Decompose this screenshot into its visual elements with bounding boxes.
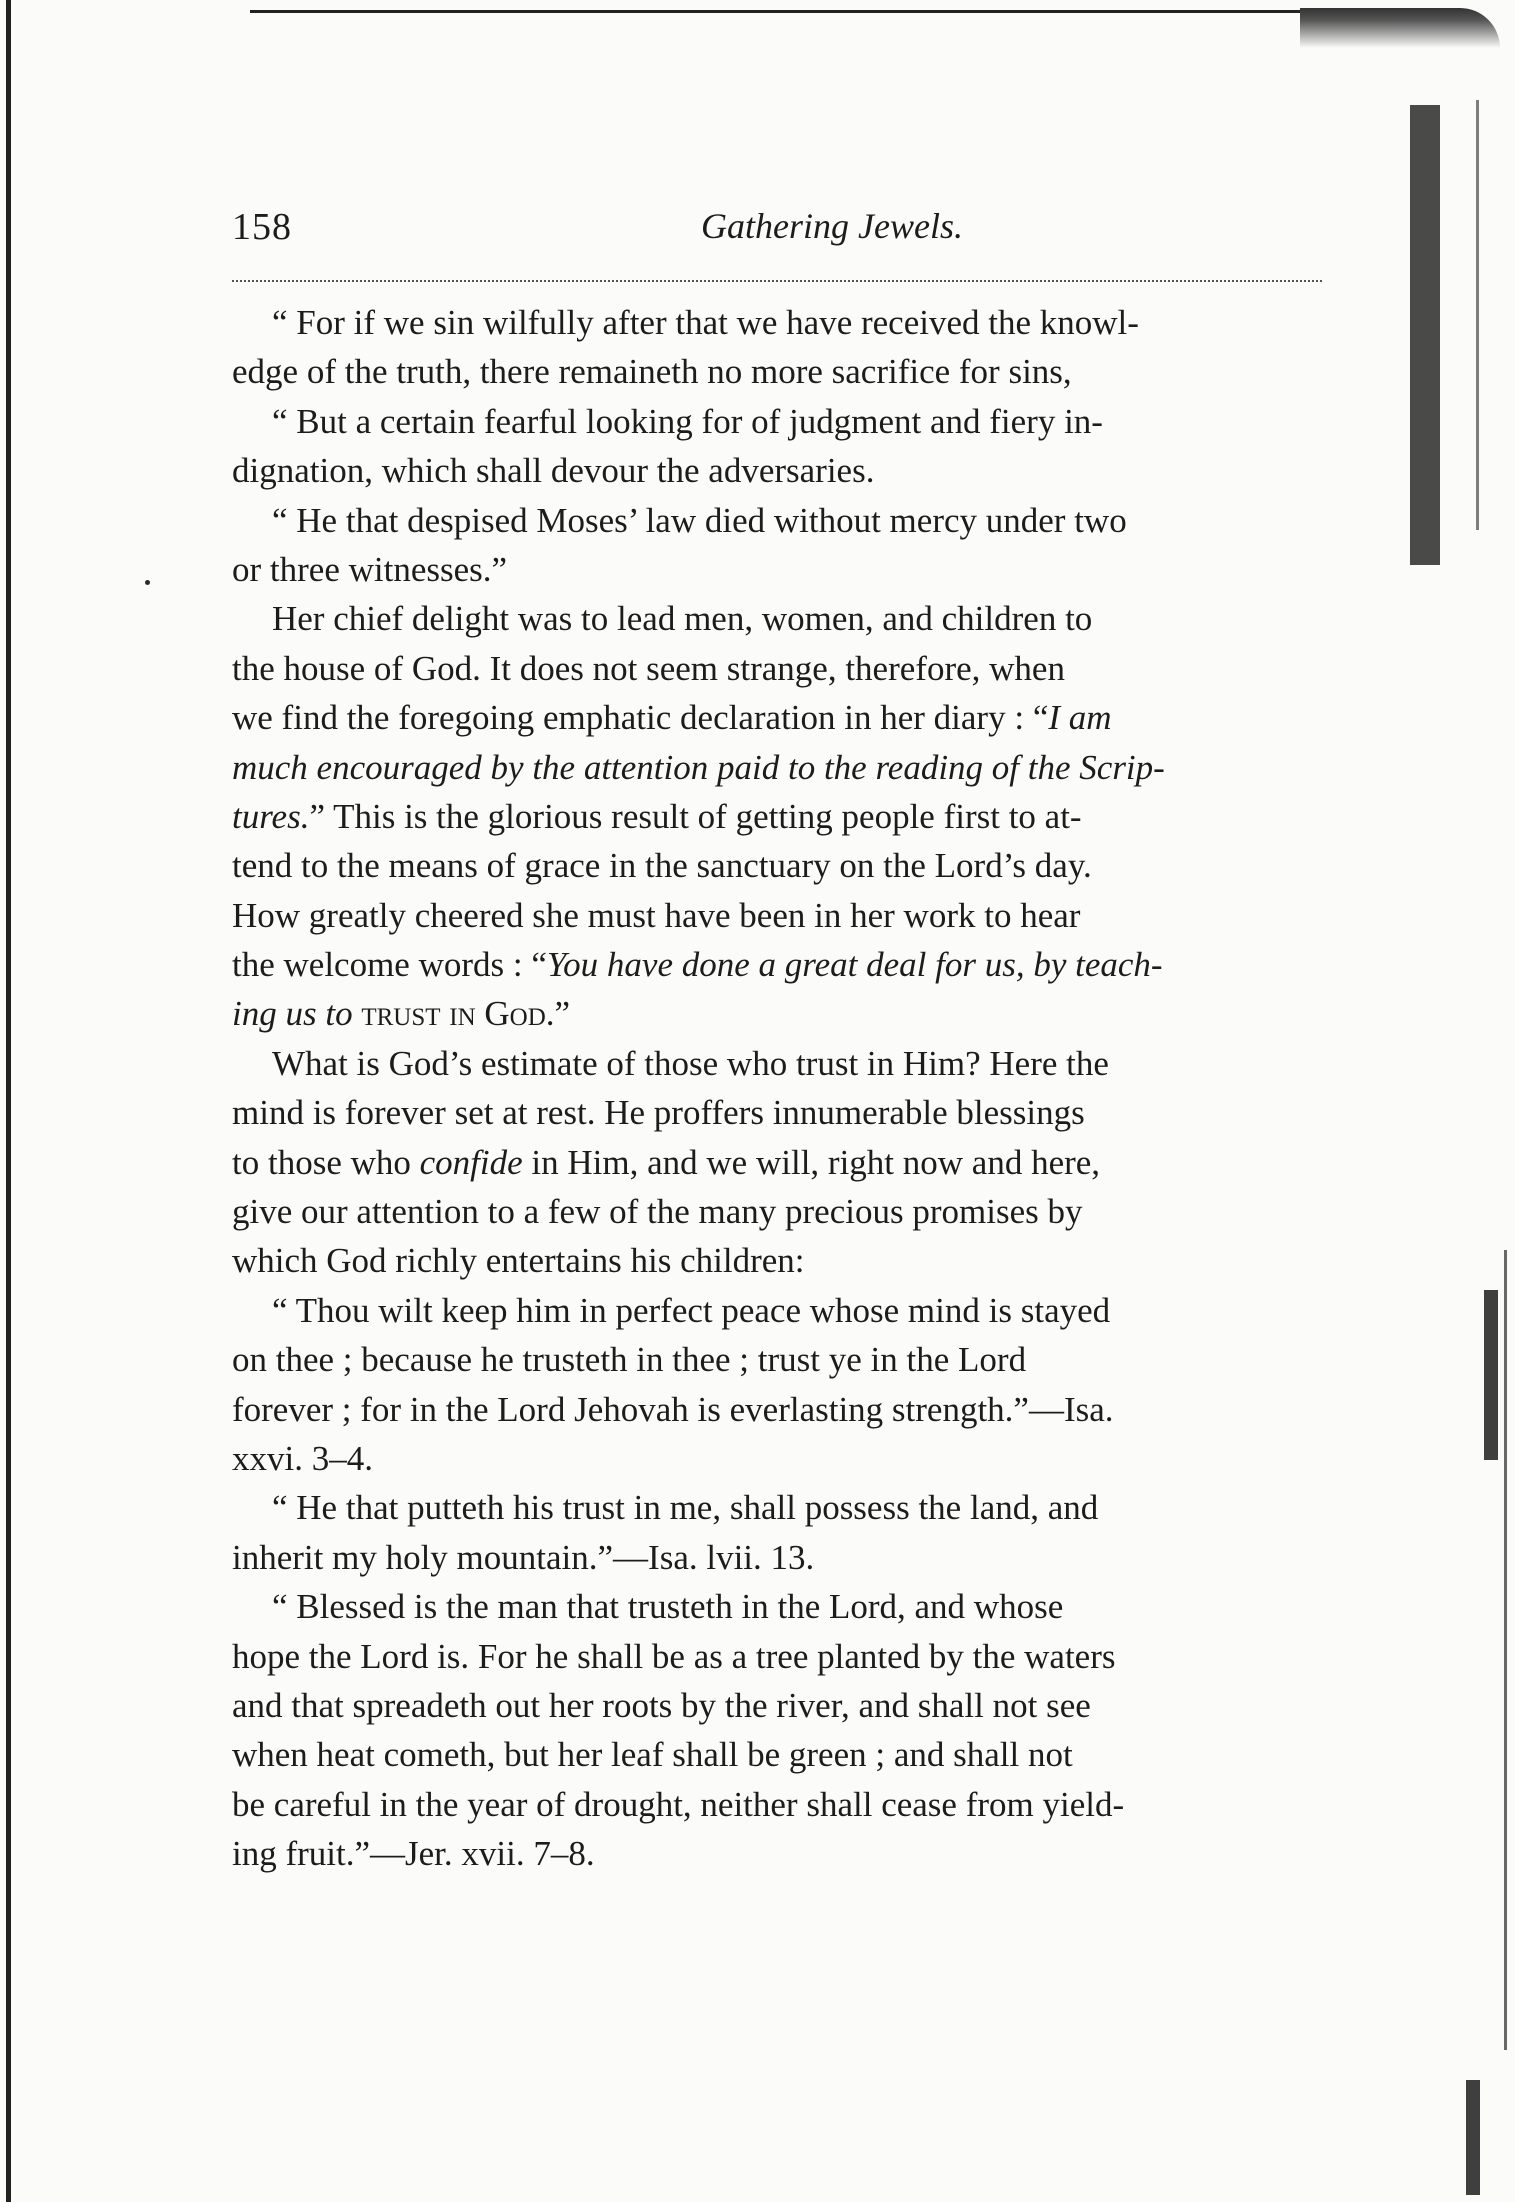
text-line: hope the Lord is. For he shall be as a tree planted by the waters xyxy=(232,1636,1116,1676)
text-line: “ Blessed is the man that trusteth in the Lord, and whose xyxy=(272,1587,1064,1627)
italic-run: confide xyxy=(419,1142,523,1182)
text-line: be careful in the year of drought, neither shall cease from yield- xyxy=(232,1784,1125,1824)
text-line: dignation, which shall devour the adversaries. xyxy=(232,451,875,491)
text-line: What is God’s estimate of those who trust in Him? Here the xyxy=(272,1043,1109,1083)
scan-edge-mark xyxy=(1410,105,1440,565)
text-line: the house of God. It does not seem strange, therefore, when xyxy=(232,648,1065,688)
scan-edge-mark xyxy=(1504,1250,1507,2050)
italic-run: I am xyxy=(1048,698,1112,738)
text-line: tend to the means of grace in the sanctuary on the Lord’s day. xyxy=(232,846,1092,886)
text-run: ” This is the glorious result of getting people first to at- xyxy=(309,796,1082,836)
text-line: or three witnesses.” xyxy=(232,549,508,589)
scan-edge-mark xyxy=(145,580,150,585)
text-line xyxy=(232,792,1362,841)
text-line xyxy=(232,743,1362,792)
text-line: mind is forever set at rest. He proffers innumerable blessings xyxy=(232,1093,1085,1133)
text-line: forever ; for in the Lord Jehovah is everlasting strength.”—Isa. xyxy=(232,1389,1114,1429)
italic-run: tures. xyxy=(232,796,310,836)
text-line xyxy=(232,989,1362,1038)
scan-left-border xyxy=(6,0,11,2202)
text-line xyxy=(232,940,1362,989)
running-title: Gathering Jewels. xyxy=(701,206,963,246)
small-caps-run: trust in God xyxy=(361,994,546,1034)
scan-corner-shadow xyxy=(1300,8,1500,48)
text-line: How greatly cheered she must have been in her work to hear xyxy=(232,895,1081,935)
text-run: the welcome words : “ xyxy=(232,945,547,985)
text-run: in Him, and we will, right now and here, xyxy=(531,1142,1101,1182)
text-line: which God richly entertains his children: xyxy=(232,1241,805,1281)
page-header xyxy=(232,205,1322,265)
scan-top-border xyxy=(250,10,1450,13)
text-line: xxvi. 3–4. xyxy=(232,1438,373,1478)
text-run: we find the foregoing emphatic declaration in her diary : “ xyxy=(232,698,1049,738)
text-line xyxy=(232,693,1362,742)
text-line xyxy=(232,1138,1362,1187)
scan-edge-mark xyxy=(1484,1290,1498,1460)
text-run: to those who xyxy=(232,1142,411,1182)
text-line: edge of the truth, there remaineth no more sacrifice for sins, xyxy=(232,352,1072,392)
text-line: “ He that despised Moses’ law died without mercy under two xyxy=(272,500,1127,540)
italic-run: You have done a great deal for us, by teach- xyxy=(546,945,1163,985)
text-run: .” xyxy=(545,994,571,1034)
text-line: on thee ; because he trusteth in thee ; trust ye in the Lord xyxy=(232,1340,1027,1380)
text-line: when heat cometh, but her leaf shall be green ; and shall not xyxy=(232,1735,1073,1775)
page-body xyxy=(232,298,1362,1879)
text-line: inherit my holy mountain.”—Isa. lvii. 13. xyxy=(232,1537,815,1577)
text-line: “ But a certain fearful looking for of judgment and fiery in- xyxy=(272,401,1103,441)
text-line: and that spreadeth out her roots by the river, and shall not see xyxy=(232,1685,1091,1725)
text-line: Her chief delight was to lead men, women, and children to xyxy=(272,599,1093,639)
scan-edge-mark xyxy=(1466,2080,1480,2195)
italic-run: much encouraged by the attention paid to the reading of the Scrip- xyxy=(232,747,1165,787)
text-line: “ For if we sin wilfully after that we have received the knowl- xyxy=(272,303,1139,342)
text-line: give our attention to a few of the many precious promises by xyxy=(232,1192,1083,1232)
scan-edge-mark xyxy=(1476,100,1479,530)
text-line: “ Thou wilt keep him in perfect peace whose mind is stayed xyxy=(272,1290,1111,1330)
text-line: ing fruit.”—Jer. xvii. 7–8. xyxy=(232,1834,595,1874)
text-line: “ He that putteth his trust in me, shall possess the land, and xyxy=(272,1488,1099,1528)
page-number: 158 xyxy=(232,206,292,248)
italic-run: ing us to xyxy=(232,994,353,1034)
header-rule xyxy=(232,280,1322,282)
